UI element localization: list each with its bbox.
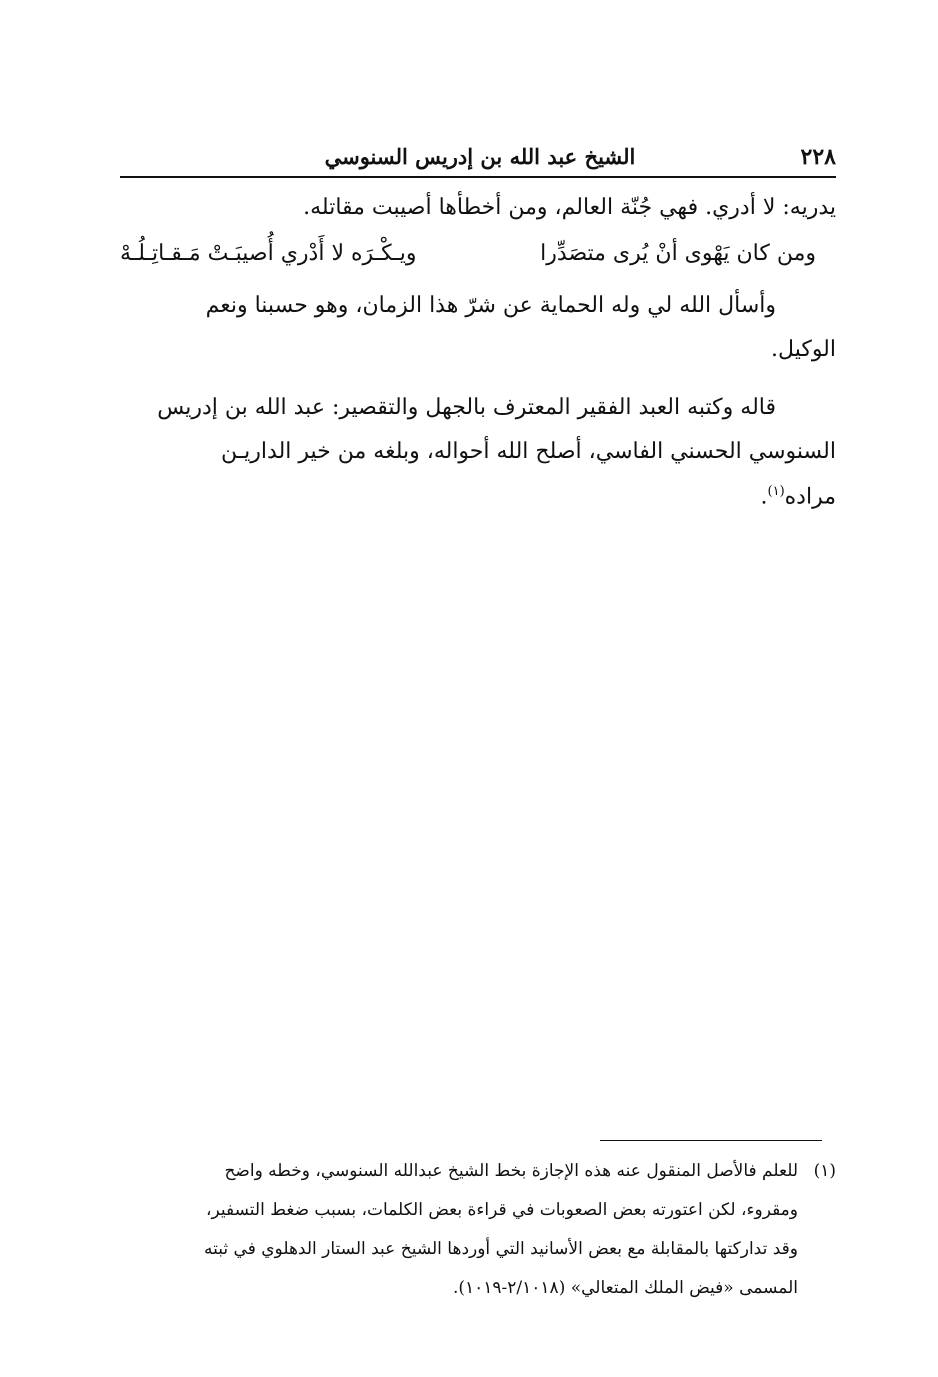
footnote <box>120 1152 836 1308</box>
signature-end-word: مراده <box>784 484 836 510</box>
footnote-marker: (١) <box>813 1161 836 1181</box>
running-title: الشيخ عبد الله بن إدريس السنوسي <box>324 144 636 169</box>
body-line-1: يدريه: لا أدري. فهي جُنّة العالم، ومن أخطأها أصيبت مقاتله. <box>303 195 836 220</box>
paragraph-3-line-2: السنوسي الحسني الفاسي، أصلح الله أحواله، وبلغه من خير الداريـن <box>220 439 836 464</box>
footnote-line-2: ومقروء، لكن اعتورته بعض الصعوبات في قراءة بعض الكلمات، بسبب ضغط التسفير، <box>206 1200 798 1220</box>
footnote-rule <box>600 1140 822 1141</box>
paragraph-2-line-2: الوكيل. <box>771 337 836 362</box>
poetry-verse <box>120 232 836 276</box>
footnote-line-4: المسمى «فيض الملك المتعالي» (٢/١٠١٨-١٠١٩). <box>452 1278 798 1298</box>
running-header <box>120 140 836 174</box>
paragraph-3-line-3 <box>120 470 836 519</box>
paragraph-2-line-1: وأسأل الله لي وله الحماية عن شرّ هذا الزمان، وهو حسبنا ونعم <box>205 293 776 318</box>
sentence-period: . <box>760 484 768 510</box>
footnote-line-1 <box>120 1152 836 1191</box>
verse-second-hemistich: ويـكْـرَه لا أَدْري أُصيبَـتْ مَـقـاتِـلُـهْ <box>120 241 417 266</box>
paragraph-3-line-1: قاله وكتبه العبد الفقير المعترف بالجهل والتقصير: عبد الله بن إدريس <box>157 395 776 420</box>
page-number: ٢٢٨ <box>800 144 836 170</box>
header-rule <box>120 176 836 178</box>
footnote-reference: (١) <box>767 484 785 499</box>
footnote-line-3: وقد تداركتها بالمقابلة مع بعض الأسانيد التي أوردها الشيخ عبد الستار الدهلوي في ثبته <box>204 1239 798 1259</box>
verse-first-hemistich: ومن كان يَهْوى أنْ يُرى متصَدِّرا <box>540 241 816 266</box>
footnote-text-1: للعلم فالأصل المنقول عنه هذه الإجازة بخط الشيخ عبدالله السنوسي، وخطه واضح <box>224 1161 798 1181</box>
